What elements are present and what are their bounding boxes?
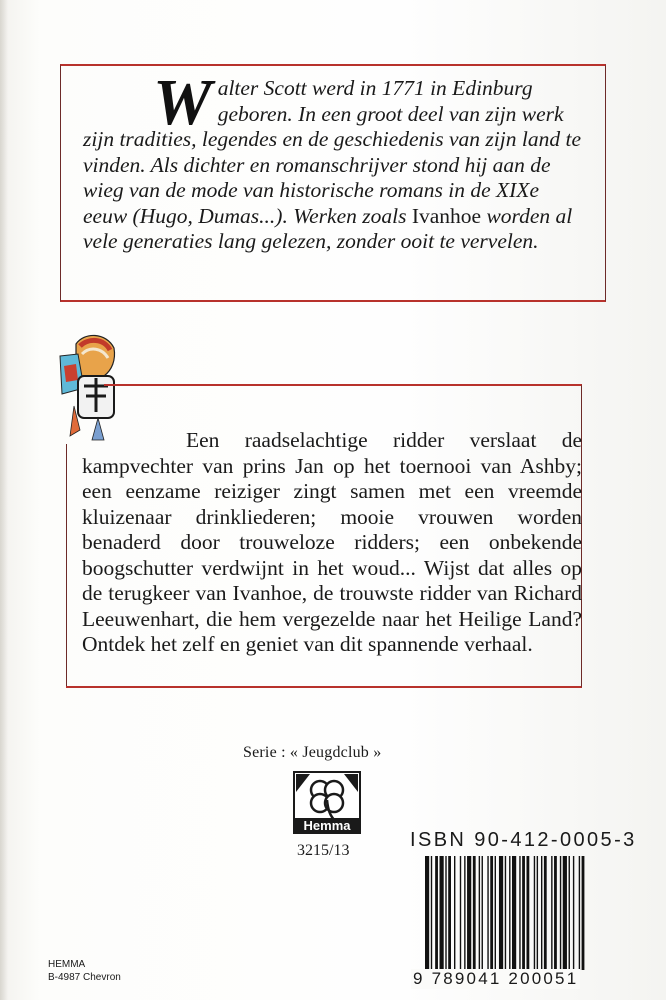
publisher-logo-text: Hemma — [293, 818, 361, 834]
barcode-bar — [579, 856, 580, 970]
barcode-bar — [454, 856, 455, 970]
barcode-bar — [448, 856, 451, 970]
barcode-bar — [490, 856, 493, 970]
barcode-bar — [569, 856, 570, 970]
barcode-bar — [460, 856, 461, 970]
barcode-bar — [467, 856, 471, 970]
barcode-bar — [573, 856, 574, 970]
barcode-bar — [522, 856, 525, 970]
barcode-bar — [473, 856, 476, 970]
story-frame-bottom-edge — [66, 686, 106, 688]
barcode-bar — [425, 856, 429, 970]
barcode-bar — [527, 856, 530, 970]
isbn-number: ISBN 90-412-0005-3 — [410, 829, 637, 851]
spine-shadow — [0, 0, 8, 1000]
publisher-location: B-4987 Chevron — [48, 972, 121, 983]
barcode-bar — [537, 856, 538, 970]
barcode-bar — [519, 856, 520, 970]
barcode-bar — [487, 856, 488, 970]
barcode-bar — [554, 856, 557, 970]
drop-cap: W — [153, 66, 212, 139]
barcode-bar — [551, 856, 552, 970]
intro-part-2: worden al vele generaties lang gelezen, zonder ooit te vervelen. — [83, 203, 573, 253]
barcode-bar — [464, 856, 465, 970]
barcode-bar — [582, 856, 585, 970]
barcode-bar — [435, 856, 438, 970]
barcode-bar — [512, 856, 516, 970]
barcode-bar — [544, 856, 547, 970]
barcode-bar — [479, 856, 480, 970]
barcode-bar — [440, 856, 444, 970]
barcode-bar — [534, 856, 535, 970]
ean-number: 9 789041 200051 — [413, 969, 579, 988]
barcode-bar — [563, 856, 567, 970]
barcode-bar — [499, 856, 503, 970]
barcode-bar — [495, 856, 496, 970]
barcode-bar — [505, 856, 506, 970]
series-label: Serie : « Jeugdclub » — [243, 744, 382, 761]
intro-part-1: alter Scott werd in 1771 in Edinburg geboren. In een groot deel van zijn werk zijn tradities, legendes en de geschiedenis van zijn land te vinden. Als dichter en romanschrijver stond hij aan de wieg van de mode van historische romans in de XIXe eeuw (Hugo, Dumas...). Werken zoals — [83, 76, 581, 228]
publisher-address — [48, 958, 121, 984]
barcode-bar — [509, 856, 510, 970]
series-code: 3215/13 — [297, 842, 350, 859]
barcode-bar — [482, 856, 483, 970]
intro-book-title: Ivanhoe — [411, 203, 482, 228]
barcode — [425, 856, 633, 970]
author-intro-frame — [60, 64, 606, 302]
publisher-name: HEMMA — [48, 959, 86, 970]
barcode-bar — [445, 856, 446, 970]
story-frame-left-edge — [66, 444, 67, 688]
author-intro-text — [83, 66, 587, 255]
barcode-bar — [541, 856, 542, 970]
barcode-bar — [560, 856, 561, 970]
barcode-bar — [431, 856, 432, 970]
story-blurb: Een raadselachtige ridder verslaat de kampvechter van prins Jan op het toernooi van Ashby; een eenzame reiziger zingt samen met een vreemde kluizenaar drinkliederen; mooie vrouwen worden benaderd door trouweloze ridders; een onbekende boogschutter verdwijnt in het woud... Wijst dat alles op de terugkeer van Ivanhoe, de trouwste ridder van Richard Leeuwenhart, die hem vergezelde naar het Heilige Land? Ontdek het zelf en geniet van dit spannende verhaal. — [82, 428, 582, 656]
